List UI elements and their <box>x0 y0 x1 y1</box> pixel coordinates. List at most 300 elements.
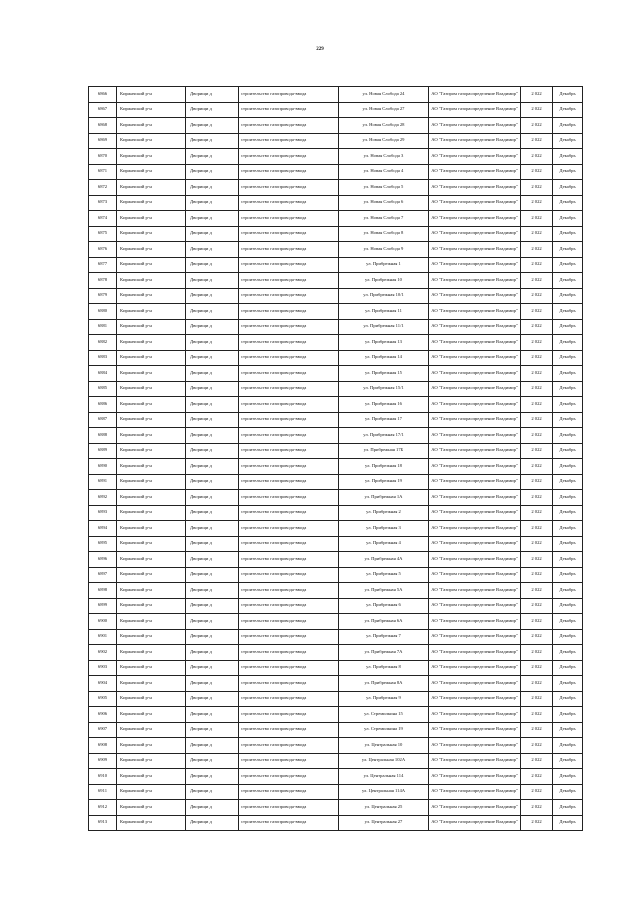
month-cell: Декабрь <box>553 738 583 754</box>
work-type-cell: строительство газопровода-ввода <box>239 660 339 676</box>
month-cell: Декабрь <box>553 676 583 692</box>
table-row <box>89 350 583 366</box>
row-number-cell: 6899 <box>89 598 117 614</box>
district-cell: Киржачский р-н <box>117 133 186 149</box>
work-type-cell: строительство газопровода-ввода <box>239 381 339 397</box>
table-row <box>89 319 583 335</box>
month-cell: Декабрь <box>553 629 583 645</box>
year-cell: 2 022 <box>521 474 553 490</box>
address-cell: ул. Центральная 27 <box>339 815 429 831</box>
year-cell: 2 022 <box>521 598 553 614</box>
district-cell: Киржачский р-н <box>117 242 186 258</box>
work-type-cell: строительство газопровода-ввода <box>239 118 339 134</box>
organization-cell: АО "Газпром газораспределение Владимир" <box>429 288 521 304</box>
year-cell: 2 022 <box>521 87 553 103</box>
locality-cell: Дворищи д <box>186 815 239 831</box>
work-type-cell: строительство газопровода-ввода <box>239 629 339 645</box>
row-number-cell: 6879 <box>89 288 117 304</box>
work-type-cell: строительство газопровода-ввода <box>239 443 339 459</box>
organization-cell: АО "Газпром газораспределение Владимир" <box>429 257 521 273</box>
table-row <box>89 180 583 196</box>
address-cell: ул. Прибрежная 15 <box>339 366 429 382</box>
table-row <box>89 443 583 459</box>
address-cell: ул. Прибрежная 15/1 <box>339 381 429 397</box>
table-row <box>89 738 583 754</box>
locality-cell: Дворищи д <box>186 397 239 413</box>
organization-cell: АО "Газпром газораспределение Владимир" <box>429 304 521 320</box>
table-row <box>89 164 583 180</box>
month-cell: Декабрь <box>553 273 583 289</box>
month-cell: Декабрь <box>553 304 583 320</box>
row-number-cell: 6891 <box>89 474 117 490</box>
month-cell: Декабрь <box>553 583 583 599</box>
district-cell: Киржачский р-н <box>117 521 186 537</box>
work-type-cell: строительство газопровода-ввода <box>239 366 339 382</box>
district-cell: Киржачский р-н <box>117 288 186 304</box>
work-type-cell: строительство газопровода-ввода <box>239 273 339 289</box>
locality-cell: Дворищи д <box>186 180 239 196</box>
table-row <box>89 428 583 444</box>
row-number-cell: 6907 <box>89 722 117 738</box>
district-cell: Киржачский р-н <box>117 784 186 800</box>
row-number-cell: 6913 <box>89 815 117 831</box>
work-type-cell: строительство газопровода-ввода <box>239 753 339 769</box>
address-cell: ул. Прибрежная 7 <box>339 629 429 645</box>
address-cell: ул. Прибрежная 17 <box>339 412 429 428</box>
organization-cell: АО "Газпром газораспределение Владимир" <box>429 118 521 134</box>
organization-cell: АО "Газпром газораспределение Владимир" <box>429 319 521 335</box>
year-cell: 2 022 <box>521 257 553 273</box>
work-type-cell: строительство газопровода-ввода <box>239 350 339 366</box>
address-cell: ул. Центральная 102А <box>339 753 429 769</box>
work-type-cell: строительство газопровода-ввода <box>239 133 339 149</box>
address-cell: ул. Прибрежная 5А <box>339 583 429 599</box>
row-number-cell: 6888 <box>89 428 117 444</box>
month-cell: Декабрь <box>553 753 583 769</box>
work-type-cell: строительство газопровода-ввода <box>239 87 339 103</box>
year-cell: 2 022 <box>521 660 553 676</box>
table-row <box>89 133 583 149</box>
work-type-cell: строительство газопровода-ввода <box>239 397 339 413</box>
address-cell: ул. Стремилкина 15 <box>339 707 429 723</box>
row-number-cell: 6878 <box>89 273 117 289</box>
locality-cell: Дворищи д <box>186 118 239 134</box>
year-cell: 2 022 <box>521 195 553 211</box>
locality-cell: Дворищи д <box>186 133 239 149</box>
month-cell: Декабрь <box>553 614 583 630</box>
table-row <box>89 707 583 723</box>
month-cell: Декабрь <box>553 707 583 723</box>
work-type-cell: строительство газопровода-ввода <box>239 722 339 738</box>
organization-cell: АО "Газпром газораспределение Владимир" <box>429 784 521 800</box>
address-cell: ул. Прибрежная 14 <box>339 350 429 366</box>
month-cell: Декабрь <box>553 815 583 831</box>
district-cell: Киржачский р-н <box>117 691 186 707</box>
locality-cell: Дворищи д <box>186 257 239 273</box>
organization-cell: АО "Газпром газораспределение Владимир" <box>429 149 521 165</box>
year-cell: 2 022 <box>521 800 553 816</box>
row-number-cell: 6904 <box>89 676 117 692</box>
district-cell: Киржачский р-н <box>117 319 186 335</box>
organization-cell: АО "Газпром газораспределение Владимир" <box>429 567 521 583</box>
address-cell: ул. Прибрежная 13 <box>339 335 429 351</box>
district-cell: Киржачский р-н <box>117 660 186 676</box>
year-cell: 2 022 <box>521 490 553 506</box>
locality-cell: Дворищи д <box>186 211 239 227</box>
table-row <box>89 304 583 320</box>
district-cell: Киржачский р-н <box>117 583 186 599</box>
locality-cell: Дворищи д <box>186 412 239 428</box>
organization-cell: АО "Газпром газораспределение Владимир" <box>429 366 521 382</box>
organization-cell: АО "Газпром газораспределение Владимир" <box>429 180 521 196</box>
table-row <box>89 226 583 242</box>
address-cell: ул. Прибрежная 4 <box>339 536 429 552</box>
month-cell: Декабрь <box>553 211 583 227</box>
table-body <box>89 87 583 831</box>
organization-cell: АО "Газпром газораспределение Владимир" <box>429 505 521 521</box>
organization-cell: АО "Газпром газораспределение Владимир" <box>429 815 521 831</box>
month-cell: Декабрь <box>553 412 583 428</box>
district-cell: Киржачский р-н <box>117 676 186 692</box>
organization-cell: АО "Газпром газораспределение Владимир" <box>429 459 521 475</box>
year-cell: 2 022 <box>521 211 553 227</box>
month-cell: Декабрь <box>553 505 583 521</box>
locality-cell: Дворищи д <box>186 769 239 785</box>
address-cell: ул. Прибрежная 6 <box>339 598 429 614</box>
month-cell: Декабрь <box>553 133 583 149</box>
table-row <box>89 769 583 785</box>
month-cell: Декабрь <box>553 459 583 475</box>
work-type-cell: строительство газопровода-ввода <box>239 552 339 568</box>
table-row <box>89 273 583 289</box>
work-type-cell: строительство газопровода-ввода <box>239 738 339 754</box>
locality-cell: Дворищи д <box>186 645 239 661</box>
gas-connection-table <box>88 86 583 831</box>
year-cell: 2 022 <box>521 676 553 692</box>
locality-cell: Дворищи д <box>186 428 239 444</box>
month-cell: Декабрь <box>553 598 583 614</box>
year-cell: 2 022 <box>521 505 553 521</box>
page-number: 229 <box>316 47 324 52</box>
year-cell: 2 022 <box>521 288 553 304</box>
work-type-cell: строительство газопровода-ввода <box>239 784 339 800</box>
work-type-cell: строительство газопровода-ввода <box>239 691 339 707</box>
district-cell: Киржачский р-н <box>117 474 186 490</box>
work-type-cell: строительство газопровода-ввода <box>239 505 339 521</box>
organization-cell: АО "Газпром газораспределение Владимир" <box>429 707 521 723</box>
address-cell: ул. Прибрежная 3 <box>339 521 429 537</box>
address-cell: ул. Прибрежная 8А <box>339 676 429 692</box>
organization-cell: АО "Газпром газораспределение Владимир" <box>429 691 521 707</box>
locality-cell: Дворищи д <box>186 381 239 397</box>
organization-cell: АО "Газпром газораспределение Владимир" <box>429 350 521 366</box>
district-cell: Киржачский р-н <box>117 490 186 506</box>
table-row <box>89 87 583 103</box>
table-row <box>89 629 583 645</box>
month-cell: Декабрь <box>553 118 583 134</box>
year-cell: 2 022 <box>521 180 553 196</box>
year-cell: 2 022 <box>521 521 553 537</box>
month-cell: Декабрь <box>553 149 583 165</box>
month-cell: Декабрь <box>553 536 583 552</box>
locality-cell: Дворищи д <box>186 753 239 769</box>
district-cell: Киржачский р-н <box>117 195 186 211</box>
locality-cell: Дворищи д <box>186 304 239 320</box>
table-row <box>89 660 583 676</box>
row-number-cell: 6869 <box>89 133 117 149</box>
row-number-cell: 6903 <box>89 660 117 676</box>
work-type-cell: строительство газопровода-ввода <box>239 257 339 273</box>
month-cell: Декабрь <box>553 102 583 118</box>
locality-cell: Дворищи д <box>186 629 239 645</box>
locality-cell: Дворищи д <box>186 319 239 335</box>
table-row <box>89 567 583 583</box>
district-cell: Киржачский р-н <box>117 273 186 289</box>
address-cell: ул. Прибрежная 11 <box>339 304 429 320</box>
year-cell: 2 022 <box>521 614 553 630</box>
work-type-cell: строительство газопровода-ввода <box>239 195 339 211</box>
organization-cell: АО "Газпром газораспределение Владимир" <box>429 676 521 692</box>
year-cell: 2 022 <box>521 381 553 397</box>
year-cell: 2 022 <box>521 753 553 769</box>
organization-cell: АО "Газпром газораспределение Владимир" <box>429 273 521 289</box>
table-row <box>89 242 583 258</box>
row-number-cell: 6868 <box>89 118 117 134</box>
locality-cell: Дворищи д <box>186 164 239 180</box>
district-cell: Киржачский р-н <box>117 800 186 816</box>
year-cell: 2 022 <box>521 242 553 258</box>
organization-cell: АО "Газпром газораспределение Владимир" <box>429 412 521 428</box>
table-row <box>89 583 583 599</box>
row-number-cell: 6893 <box>89 505 117 521</box>
row-number-cell: 6911 <box>89 784 117 800</box>
table-row <box>89 521 583 537</box>
month-cell: Декабрь <box>553 366 583 382</box>
month-cell: Декабрь <box>553 226 583 242</box>
year-cell: 2 022 <box>521 149 553 165</box>
locality-cell: Дворищи д <box>186 366 239 382</box>
work-type-cell: строительство газопровода-ввода <box>239 149 339 165</box>
month-cell: Декабрь <box>553 567 583 583</box>
year-cell: 2 022 <box>521 428 553 444</box>
table-row <box>89 397 583 413</box>
locality-cell: Дворищи д <box>186 288 239 304</box>
table-row <box>89 753 583 769</box>
table-row <box>89 815 583 831</box>
locality-cell: Дворищи д <box>186 583 239 599</box>
work-type-cell: строительство газопровода-ввода <box>239 707 339 723</box>
year-cell: 2 022 <box>521 645 553 661</box>
work-type-cell: строительство газопровода-ввода <box>239 459 339 475</box>
row-number-cell: 6905 <box>89 691 117 707</box>
row-number-cell: 6882 <box>89 335 117 351</box>
organization-cell: АО "Газпром газораспределение Владимир" <box>429 753 521 769</box>
district-cell: Киржачский р-н <box>117 614 186 630</box>
district-cell: Киржачский р-н <box>117 397 186 413</box>
locality-cell: Дворищи д <box>186 459 239 475</box>
address-cell: ул. Новая Слобода 3 <box>339 149 429 165</box>
work-type-cell: строительство газопровода-ввода <box>239 474 339 490</box>
table-row <box>89 474 583 490</box>
organization-cell: АО "Газпром газораспределение Владимир" <box>429 800 521 816</box>
work-type-cell: строительство газопровода-ввода <box>239 614 339 630</box>
organization-cell: АО "Газпром газораспределение Владимир" <box>429 598 521 614</box>
work-type-cell: строительство газопровода-ввода <box>239 304 339 320</box>
address-cell: ул. Новая Слобода 28 <box>339 118 429 134</box>
district-cell: Киржачский р-н <box>117 412 186 428</box>
organization-cell: АО "Газпром газораспределение Владимир" <box>429 614 521 630</box>
table-row <box>89 490 583 506</box>
address-cell: ул. Прибрежная 18 <box>339 459 429 475</box>
table-row <box>89 149 583 165</box>
month-cell: Декабрь <box>553 443 583 459</box>
organization-cell: АО "Газпром газораспределение Владимир" <box>429 769 521 785</box>
work-type-cell: строительство газопровода-ввода <box>239 567 339 583</box>
locality-cell: Дворищи д <box>186 800 239 816</box>
work-type-cell: строительство газопровода-ввода <box>239 583 339 599</box>
organization-cell: АО "Газпром газораспределение Владимир" <box>429 738 521 754</box>
table-row <box>89 645 583 661</box>
locality-cell: Дворищи д <box>186 226 239 242</box>
address-cell: ул. Прибрежная 5 <box>339 567 429 583</box>
month-cell: Декабрь <box>553 645 583 661</box>
district-cell: Киржачский р-н <box>117 505 186 521</box>
row-number-cell: 6894 <box>89 521 117 537</box>
district-cell: Киржачский р-н <box>117 118 186 134</box>
organization-cell: АО "Газпром газораспределение Владимир" <box>429 397 521 413</box>
organization-cell: АО "Газпром газораспределение Владимир" <box>429 242 521 258</box>
month-cell: Декабрь <box>553 257 583 273</box>
address-cell: ул. Новая Слобода 4 <box>339 164 429 180</box>
month-cell: Декабрь <box>553 350 583 366</box>
address-cell: ул. Прибрежная 17/1 <box>339 428 429 444</box>
locality-cell: Дворищи д <box>186 598 239 614</box>
year-cell: 2 022 <box>521 102 553 118</box>
address-cell: ул. Прибрежная 16 <box>339 397 429 413</box>
work-type-cell: строительство газопровода-ввода <box>239 645 339 661</box>
year-cell: 2 022 <box>521 164 553 180</box>
row-number-cell: 6887 <box>89 412 117 428</box>
work-type-cell: строительство газопровода-ввода <box>239 815 339 831</box>
month-cell: Декабрь <box>553 335 583 351</box>
organization-cell: АО "Газпром газораспределение Владимир" <box>429 133 521 149</box>
address-cell: ул. Прибрежная 1 <box>339 257 429 273</box>
address-cell: ул. Прибрежная 9 <box>339 691 429 707</box>
organization-cell: АО "Газпром газораспределение Владимир" <box>429 552 521 568</box>
month-cell: Декабрь <box>553 195 583 211</box>
work-type-cell: строительство газопровода-ввода <box>239 490 339 506</box>
row-number-cell: 6875 <box>89 226 117 242</box>
locality-cell: Дворищи д <box>186 536 239 552</box>
row-number-cell: 6873 <box>89 195 117 211</box>
address-cell: ул. Прибрежная 17Б <box>339 443 429 459</box>
locality-cell: Дворищи д <box>186 242 239 258</box>
row-number-cell: 6895 <box>89 536 117 552</box>
row-number-cell: 6876 <box>89 242 117 258</box>
district-cell: Киржачский р-н <box>117 211 186 227</box>
year-cell: 2 022 <box>521 722 553 738</box>
locality-cell: Дворищи д <box>186 505 239 521</box>
table-row <box>89 381 583 397</box>
work-type-cell: строительство газопровода-ввода <box>239 428 339 444</box>
organization-cell: АО "Газпром газораспределение Владимир" <box>429 195 521 211</box>
row-number-cell: 6906 <box>89 707 117 723</box>
district-cell: Киржачский р-н <box>117 381 186 397</box>
locality-cell: Дворищи д <box>186 443 239 459</box>
locality-cell: Дворищи д <box>186 350 239 366</box>
organization-cell: АО "Газпром газораспределение Владимир" <box>429 474 521 490</box>
year-cell: 2 022 <box>521 350 553 366</box>
row-number-cell: 6877 <box>89 257 117 273</box>
organization-cell: АО "Газпром газораспределение Владимир" <box>429 381 521 397</box>
organization-cell: АО "Газпром газораспределение Владимир" <box>429 335 521 351</box>
table-row <box>89 459 583 475</box>
year-cell: 2 022 <box>521 459 553 475</box>
year-cell: 2 022 <box>521 707 553 723</box>
row-number-cell: 6890 <box>89 459 117 475</box>
table-row <box>89 676 583 692</box>
district-cell: Киржачский р-н <box>117 443 186 459</box>
district-cell: Киржачский р-н <box>117 164 186 180</box>
locality-cell: Дворищи д <box>186 474 239 490</box>
locality-cell: Дворищи д <box>186 567 239 583</box>
month-cell: Декабрь <box>553 180 583 196</box>
row-number-cell: 6884 <box>89 366 117 382</box>
year-cell: 2 022 <box>521 133 553 149</box>
table-row <box>89 195 583 211</box>
work-type-cell: строительство газопровода-ввода <box>239 180 339 196</box>
district-cell: Киржачский р-н <box>117 350 186 366</box>
year-cell: 2 022 <box>521 769 553 785</box>
row-number-cell: 6883 <box>89 350 117 366</box>
row-number-cell: 6874 <box>89 211 117 227</box>
address-cell: ул. Прибрежная 19 <box>339 474 429 490</box>
district-cell: Киржачский р-н <box>117 536 186 552</box>
table-row <box>89 366 583 382</box>
year-cell: 2 022 <box>521 118 553 134</box>
organization-cell: АО "Газпром газораспределение Владимир" <box>429 164 521 180</box>
district-cell: Киржачский р-н <box>117 102 186 118</box>
table-row <box>89 784 583 800</box>
month-cell: Декабрь <box>553 87 583 103</box>
row-number-cell: 6908 <box>89 738 117 754</box>
row-number-cell: 6897 <box>89 567 117 583</box>
district-cell: Киржачский р-н <box>117 769 186 785</box>
row-number-cell: 6870 <box>89 149 117 165</box>
organization-cell: АО "Газпром газораспределение Владимир" <box>429 521 521 537</box>
month-cell: Декабрь <box>553 552 583 568</box>
work-type-cell: строительство газопровода-ввода <box>239 598 339 614</box>
address-cell: ул. Центральная 114 <box>339 769 429 785</box>
address-cell: ул. Прибрежная 11/1 <box>339 319 429 335</box>
row-number-cell: 6902 <box>89 645 117 661</box>
locality-cell: Дворищи д <box>186 738 239 754</box>
row-number-cell: 6900 <box>89 614 117 630</box>
organization-cell: АО "Газпром газораспределение Владимир" <box>429 645 521 661</box>
row-number-cell: 6866 <box>89 87 117 103</box>
year-cell: 2 022 <box>521 412 553 428</box>
year-cell: 2 022 <box>521 536 553 552</box>
organization-cell: АО "Газпром газораспределение Владимир" <box>429 226 521 242</box>
organization-cell: АО "Газпром газораспределение Владимир" <box>429 428 521 444</box>
row-number-cell: 6889 <box>89 443 117 459</box>
work-type-cell: строительство газопровода-ввода <box>239 521 339 537</box>
organization-cell: АО "Газпром газораспределение Владимир" <box>429 629 521 645</box>
address-cell: ул. Прибрежная 4А <box>339 552 429 568</box>
organization-cell: АО "Газпром газораспределение Владимир" <box>429 102 521 118</box>
district-cell: Киржачский р-н <box>117 180 186 196</box>
locality-cell: Дворищи д <box>186 102 239 118</box>
